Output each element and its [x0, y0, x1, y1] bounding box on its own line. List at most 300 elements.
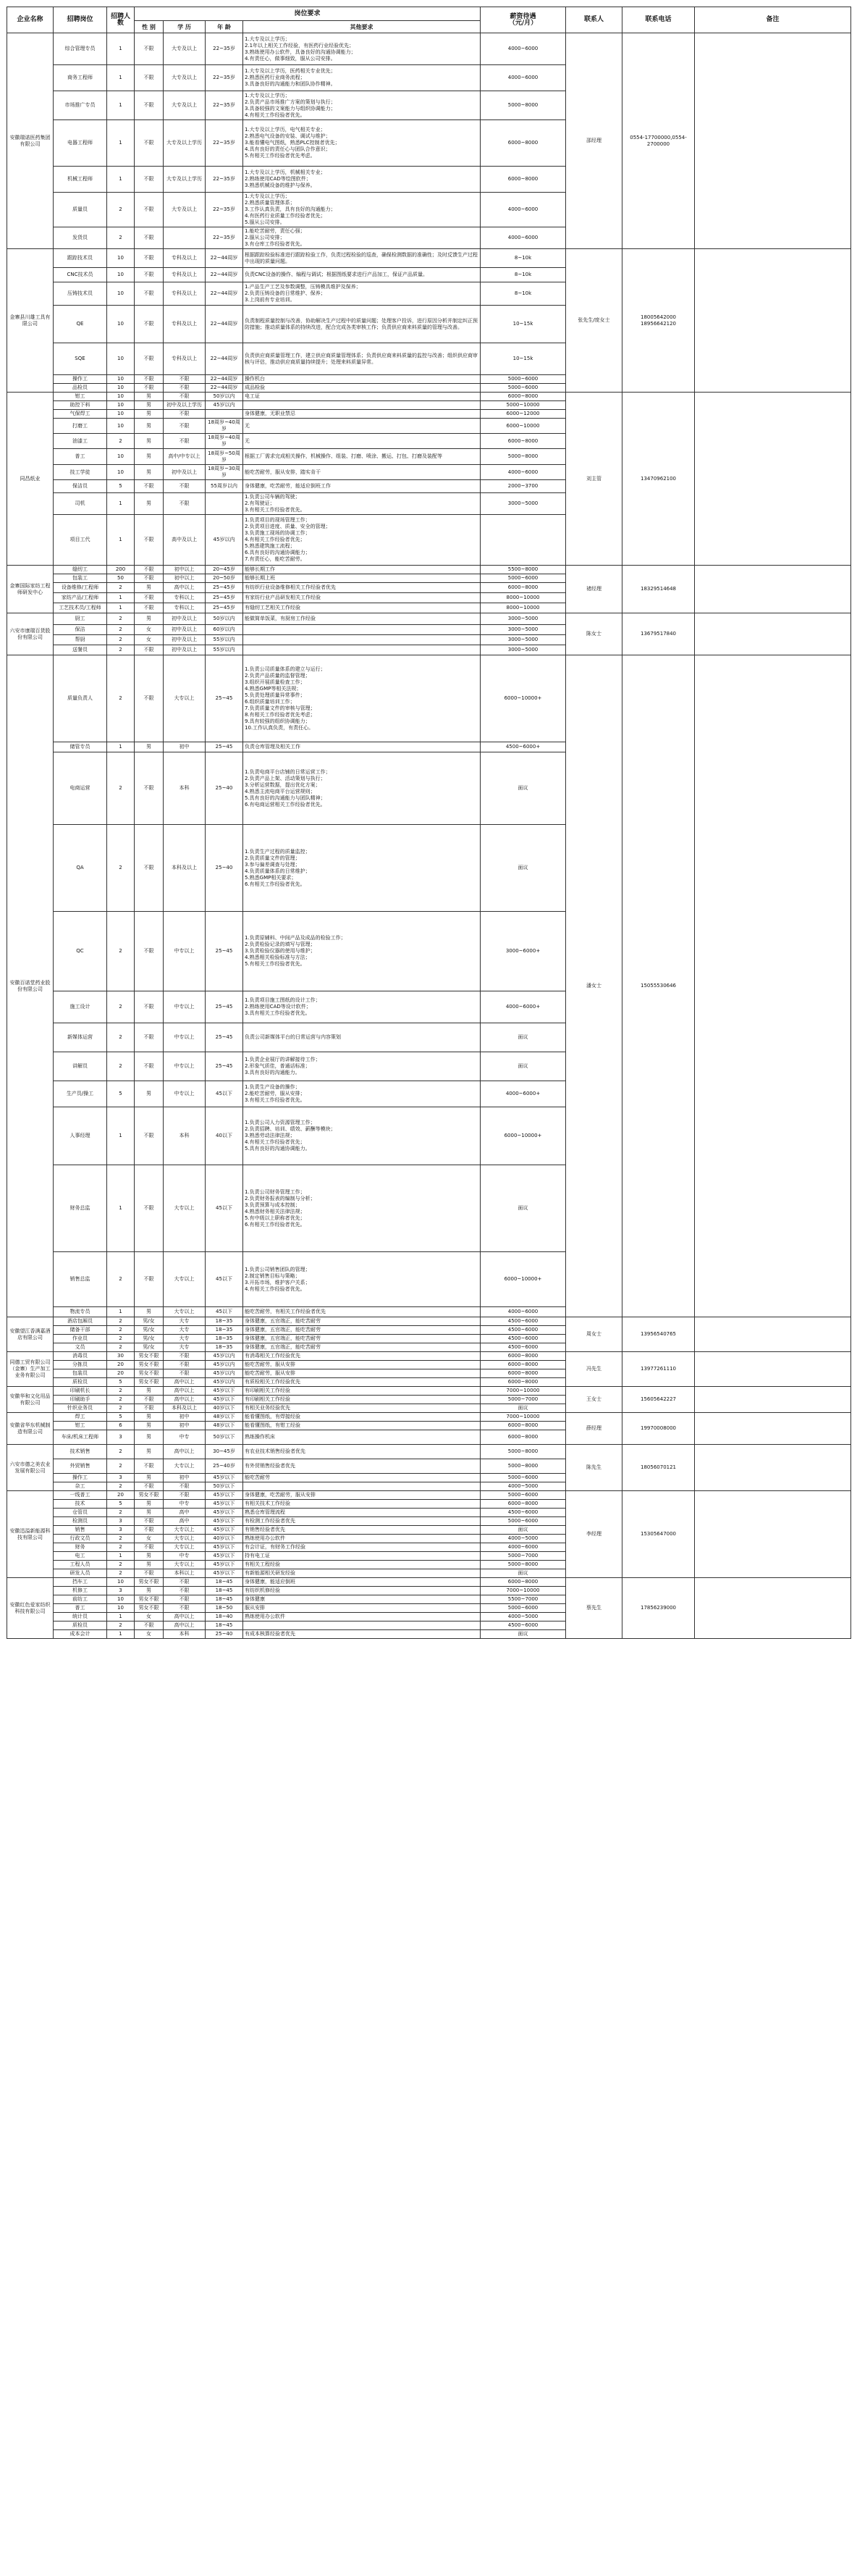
count-cell: 1	[107, 120, 135, 167]
age-cell: 25~45	[206, 742, 243, 752]
gender-cell: 女	[135, 635, 164, 645]
age-cell: 22~35岁	[206, 65, 243, 91]
position-cell: 讲解员	[54, 1052, 107, 1081]
gender-cell: 女	[135, 1630, 164, 1639]
salary-cell: 4000~6000	[481, 193, 566, 227]
other-req-cell	[243, 1621, 481, 1630]
count-cell: 1	[107, 65, 135, 91]
gender-cell: 不限	[135, 282, 164, 306]
note-cell	[695, 33, 851, 249]
count-cell: 1	[107, 603, 135, 613]
position-cell: 仓管员	[54, 1509, 107, 1517]
salary-cell: 8000~10000	[481, 593, 566, 603]
education-cell: 大专以上	[164, 1165, 206, 1252]
education-cell: 大专及以上	[164, 193, 206, 227]
salary-cell: 10~15k	[481, 343, 566, 375]
position-cell: 保洁员	[54, 480, 107, 493]
salary-cell: 5000~7000	[481, 1396, 566, 1404]
count-cell: 30	[107, 1352, 135, 1361]
gender-cell: 不限	[135, 1404, 164, 1413]
count-cell: 1	[107, 515, 135, 566]
gender-cell: 男女不限	[135, 1369, 164, 1378]
education-cell: 本科以上	[164, 1569, 206, 1578]
position-cell: 助控下料	[54, 401, 107, 410]
other-req-cell: 身体健康，无职业禁忌	[243, 410, 481, 419]
gender-cell: 不限	[135, 167, 164, 193]
contact-cell: 冯先生	[566, 1352, 622, 1387]
salary-cell: 3000~5000	[481, 493, 566, 515]
position-cell: 研发人员	[54, 1569, 107, 1578]
gender-cell: 男	[135, 1430, 164, 1445]
education-cell: 初中及以上	[164, 635, 206, 645]
gender-cell: 不限	[135, 566, 164, 574]
salary-cell: 4000~6000	[481, 65, 566, 91]
salary-cell: 6000~8000	[481, 120, 566, 167]
salary-cell: 3000~5000	[481, 613, 566, 625]
other-req-cell: 能吃苦耐劳，服从安排，踏实肯干	[243, 465, 481, 480]
company-name-cell: 金寨国际家纺工程师研发中心	[7, 566, 54, 613]
gender-cell: 不限	[135, 227, 164, 249]
education-cell: 高中以上	[164, 1621, 206, 1630]
position-cell: 压铸技术员	[54, 282, 107, 306]
gender-cell: 不限	[135, 1482, 164, 1491]
phone-cell: 18005642000 18956642120	[622, 249, 695, 393]
phone-cell: 13956540765	[622, 1317, 695, 1352]
other-req-cell: 负责制程质量控制与改善，协助解决生产过程中的质量问题；处理客户投诉，进行原因分析并制定纠正预防措施；推动质量体系的持续改进，配合完成各类审核工作；负责供应商来料质量的管理与改善。	[243, 306, 481, 343]
count-cell: 10	[107, 419, 135, 434]
gender-cell: 不限	[135, 343, 164, 375]
education-cell: 中专	[164, 1430, 206, 1445]
education-cell: 大专	[164, 1326, 206, 1335]
other-req-cell: 有检测工作经验者优先	[243, 1517, 481, 1526]
education-cell: 本科	[164, 752, 206, 825]
age-cell: 40以下	[206, 1107, 243, 1165]
gender-cell: 不限	[135, 1459, 164, 1474]
position-cell: 分拣员	[54, 1361, 107, 1369]
note-cell	[695, 655, 851, 1317]
salary-cell: 4000~6000	[481, 1543, 566, 1552]
other-req-cell: 有成本核算经验者优先	[243, 1630, 481, 1639]
education-cell: 不限	[164, 384, 206, 393]
education-cell: 大专以上	[164, 1252, 206, 1307]
education-cell: 专科及以上	[164, 249, 206, 268]
age-cell: 18~45	[206, 1595, 243, 1604]
position-cell: 综合管理专员	[54, 33, 107, 65]
salary-cell: 5000~10000	[481, 401, 566, 410]
other-req-cell: 有相关业务经验优先	[243, 1404, 481, 1413]
other-req-cell: 1.大专及以上学历； 2.负责产品市场推广方案的策划与执行； 3.具备较强的文案能力与组织协调能力； 4.有相关工作经验者优先。	[243, 91, 481, 120]
gender-cell: 男	[135, 393, 164, 401]
age-cell: 45岁以下	[206, 1396, 243, 1404]
age-cell: 45岁以内	[206, 1361, 243, 1369]
age-cell: 22~44周岁	[206, 306, 243, 343]
age-cell: 55岁以内	[206, 635, 243, 645]
education-cell: 高中以上	[164, 1396, 206, 1404]
age-cell: 22~35岁	[206, 120, 243, 167]
count-cell: 5	[107, 1378, 135, 1387]
gender-cell: 不限	[135, 1023, 164, 1052]
note-cell	[695, 1317, 851, 1352]
position-cell: 酒店包厢员	[54, 1317, 107, 1326]
education-cell: 初中及以上学历	[164, 401, 206, 410]
contact-cell: 褚经理	[566, 566, 622, 613]
age-cell: 22~44周岁	[206, 384, 243, 393]
count-cell: 5	[107, 480, 135, 493]
age-cell: 25~45	[206, 991, 243, 1023]
count-cell: 10	[107, 401, 135, 410]
position-cell: 电器工程师	[54, 120, 107, 167]
salary-cell: 6000~8000	[481, 583, 566, 593]
position-cell: 操作工	[54, 1474, 107, 1482]
position-cell: 一线普工	[54, 1491, 107, 1500]
gender-cell: 不限	[135, 1165, 164, 1252]
age-cell: 18~50	[206, 1604, 243, 1613]
salary-cell: 6000~10000+	[481, 1107, 566, 1165]
age-cell: 25~40	[206, 752, 243, 825]
salary-cell: 面议	[481, 1630, 566, 1639]
age-cell: 48岁以下	[206, 1413, 243, 1422]
age-cell: 22~44周岁	[206, 249, 243, 268]
salary-cell: 3000~5000	[481, 635, 566, 645]
gender-cell: 男	[135, 1561, 164, 1569]
age-cell: 22~35岁	[206, 167, 243, 193]
education-cell: 大专以上	[164, 1561, 206, 1569]
education-cell: 大专及以上学历	[164, 167, 206, 193]
other-req-cell: 1.产品生产工艺及参数调整，压铸模具维护及保养； 2.负责压铸设备的日常维护、保养； 3.上岗前有专业培训。	[243, 282, 481, 306]
position-cell: 帮厨	[54, 635, 107, 645]
other-req-cell: 1.大专及以上学历，医药相关专业优先； 2.熟悉医药行业商务流程； 3.具备良好的沟通能力和团队协作精神。	[243, 65, 481, 91]
position-cell: 电工	[54, 1552, 107, 1561]
gender-cell: 男	[135, 1413, 164, 1422]
gender-cell: 不限	[135, 593, 164, 603]
note-cell	[695, 1413, 851, 1445]
other-req-cell: 1.负责公司财务管理工作； 2.负责财务报表的编制与分析； 3.负责预算与成本控制； 4.熟悉财务相关法律法规； 5.有中级以上职称者优先； 6.有相关工作经验者优先。	[243, 1165, 481, 1252]
salary-cell: 6000~10000+	[481, 655, 566, 742]
position-cell: 焊工	[54, 1413, 107, 1422]
gender-cell: 不限	[135, 1569, 164, 1578]
other-req-cell: 身体健康，吃苦耐劳，服从安排	[243, 1491, 481, 1500]
gender-cell: 男女不限	[135, 1578, 164, 1587]
education-cell: 不限	[164, 1361, 206, 1369]
age-cell: 22~44周岁	[206, 268, 243, 282]
position-cell: 工程人员	[54, 1561, 107, 1569]
count-cell: 2	[107, 1509, 135, 1517]
education-cell: 高中/中专以上	[164, 449, 206, 465]
count-cell: 1	[107, 1630, 135, 1639]
position-cell: 成本会计	[54, 1630, 107, 1639]
education-cell: 初中及以上	[164, 625, 206, 635]
position-cell: 销售总监	[54, 1252, 107, 1307]
age-cell: 45岁以内	[206, 515, 243, 566]
count-cell: 2	[107, 991, 135, 1023]
age-cell: 45岁以内	[206, 1352, 243, 1361]
gender-cell: 男/女	[135, 1317, 164, 1326]
position-cell: 新媒体运营	[54, 1023, 107, 1052]
position-cell: QE	[54, 306, 107, 343]
count-cell: 10	[107, 375, 135, 384]
education-cell: 大专及以上	[164, 91, 206, 120]
age-cell: 22~35岁	[206, 91, 243, 120]
education-cell: 高中以上	[164, 1613, 206, 1621]
gender-cell: 不限	[135, 249, 164, 268]
salary-cell: 6000~8000	[481, 1500, 566, 1509]
count-cell: 2	[107, 1535, 135, 1543]
other-req-cell: 熟练使用办公软件	[243, 1535, 481, 1543]
salary-cell: 4000~6000+	[481, 1081, 566, 1107]
salary-cell: 5000~6000	[481, 1491, 566, 1500]
education-cell: 大专以上	[164, 1459, 206, 1474]
gender-cell: 不限	[135, 120, 164, 167]
note-cell	[695, 393, 851, 566]
gender-cell: 不限	[135, 1107, 164, 1165]
recruitment-table	[7, 7, 851, 1639]
education-cell: 专科及以上	[164, 268, 206, 282]
count-cell: 2	[107, 1023, 135, 1052]
count-cell: 2	[107, 1621, 135, 1630]
count-cell: 1	[107, 493, 135, 515]
other-req-cell: 1.负责项目施工图纸的设计工作； 2.熟练使用CAD等设计软件； 3.具有相关工作经验者优先。	[243, 991, 481, 1023]
gender-cell: 不限	[135, 825, 164, 912]
other-req-cell: 有新能源相关研发经验	[243, 1569, 481, 1578]
age-cell: 45岁以下	[206, 1552, 243, 1561]
other-req-cell: 身体健康，五官端正，能吃苦耐劳	[243, 1326, 481, 1335]
age-cell: 18~35	[206, 1317, 243, 1326]
position-cell: 送餐员	[54, 645, 107, 655]
count-cell: 1	[107, 593, 135, 603]
other-req-cell: 能够长期上班	[243, 574, 481, 583]
salary-cell: 7000~10000	[481, 1587, 566, 1595]
position-cell: 生产员/操工	[54, 1081, 107, 1107]
contact-cell: 张先生/庞女士	[566, 249, 622, 393]
education-cell: 本科	[164, 1630, 206, 1639]
age-cell: 45岁以下	[206, 1561, 243, 1569]
count-cell: 2	[107, 625, 135, 635]
position-cell: 气保焊工	[54, 410, 107, 419]
phone-cell: 19970008000	[622, 1413, 695, 1445]
other-req-cell: 有消毒相关工作经验优先	[243, 1352, 481, 1361]
position-cell: 普工	[54, 449, 107, 465]
other-req-cell: 熟练使用办公软件	[243, 1613, 481, 1621]
count-cell: 2	[107, 1404, 135, 1413]
salary-cell: 6000~10000	[481, 419, 566, 434]
phone-cell: 13977261110	[622, 1352, 695, 1387]
education-cell: 大专以上	[164, 1307, 206, 1317]
position-cell: 作业员	[54, 1335, 107, 1343]
other-req-cell: 身体健康	[243, 1595, 481, 1604]
age-cell: 18~45	[206, 1587, 243, 1595]
position-cell: 商务工程师	[54, 65, 107, 91]
gender-cell: 男	[135, 419, 164, 434]
age-cell: 60岁以内	[206, 625, 243, 635]
gender-cell: 男	[135, 401, 164, 410]
count-cell: 2	[107, 434, 135, 449]
table-row	[7, 1387, 851, 1396]
contact-cell: 李经理	[566, 1491, 622, 1578]
gender-cell: 男女不限	[135, 1595, 164, 1604]
other-req-cell: 有纺织行业设备维修相关工作经验者优先	[243, 583, 481, 593]
other-req-cell: 能吃苦耐劳，服从安排	[243, 1369, 481, 1378]
count-cell: 1	[107, 1552, 135, 1561]
table-body	[7, 33, 851, 1639]
other-req-cell: 能看懂图纸，有焊接经验	[243, 1413, 481, 1422]
other-req-cell: 1.大专及以上学历，电气相关专业； 2.熟悉电气设备的安装、调试与维护； 3.能看懂电气图纸，熟悉PLC控制者优先； 4.具有良好的责任心与团队合作意识； 5.有相关工作经验者优先考虑。	[243, 120, 481, 167]
age-cell: 45岁以下	[206, 1569, 243, 1578]
age-cell: 25~40岁	[206, 1459, 243, 1474]
education-cell: 初中及以上	[164, 613, 206, 625]
gender-cell: 女	[135, 1613, 164, 1621]
age-cell: 55岁以内	[206, 645, 243, 655]
count-cell: 1	[107, 1307, 135, 1317]
position-cell: 针织业务员	[54, 1404, 107, 1413]
position-cell: 油漆工	[54, 434, 107, 449]
other-req-cell: 能吃苦耐劳	[243, 1474, 481, 1482]
salary-cell: 6000~8000	[481, 1352, 566, 1361]
header-note: 备注	[695, 7, 851, 33]
gender-cell: 男	[135, 493, 164, 515]
header-age: 年 龄	[206, 21, 243, 33]
count-cell: 10	[107, 384, 135, 393]
salary-cell: 8~10k	[481, 268, 566, 282]
salary-cell: 6000~8000	[481, 1422, 566, 1430]
count-cell: 2	[107, 1396, 135, 1404]
gender-cell: 男	[135, 1307, 164, 1317]
gender-cell: 不限	[135, 65, 164, 91]
phone-cell: 13470962100	[622, 393, 695, 566]
other-req-cell: 1.能吃苦耐劳，责任心强； 2.服从公司安排； 3.有仓库工作经验者优先。	[243, 227, 481, 249]
count-cell: 5	[107, 1413, 135, 1422]
salary-cell: 面议	[481, 825, 566, 912]
other-req-cell	[243, 635, 481, 645]
gender-cell: 男	[135, 1552, 164, 1561]
salary-cell: 4000~5000	[481, 1535, 566, 1543]
education-cell: 中专	[164, 1500, 206, 1509]
position-cell: 普工	[54, 1604, 107, 1613]
phone-cell: 17856239000	[622, 1578, 695, 1639]
education-cell: 中专	[164, 1552, 206, 1561]
gender-cell: 女	[135, 1535, 164, 1543]
count-cell: 2	[107, 613, 135, 625]
age-cell: 45岁以下	[206, 1509, 243, 1517]
gender-cell: 不限	[135, 1252, 164, 1307]
other-req-cell: 负责供应商质量管理工作，建立供应商质量管理体系；负责供应商来料质量的监控与改善；组织供应商审核与评估，推动供应商质量持续提升；处理来料质量异常。	[243, 343, 481, 375]
age-cell	[206, 493, 243, 515]
education-cell: 初中	[164, 742, 206, 752]
position-cell: 操作工	[54, 375, 107, 384]
gender-cell: 男	[135, 1081, 164, 1107]
gender-cell: 不限	[135, 33, 164, 65]
salary-cell: 3000~6000+	[481, 912, 566, 991]
position-cell: 技术销售	[54, 1445, 107, 1459]
education-cell: 不限	[164, 1578, 206, 1587]
gender-cell: 男/女	[135, 1335, 164, 1343]
position-cell: 储备干部	[54, 1326, 107, 1335]
count-cell: 200	[107, 566, 135, 574]
header-education: 学 历	[164, 21, 206, 33]
age-cell: 18~45	[206, 1578, 243, 1587]
salary-cell: 面议	[481, 1052, 566, 1081]
contact-cell: 邵经理	[566, 33, 622, 249]
salary-cell: 7000~10000	[481, 1413, 566, 1422]
salary-cell: 5500~7000	[481, 1595, 566, 1604]
phone-cell: 18056070121	[622, 1445, 695, 1491]
other-req-cell: 1.负责企业展厅的讲解接待工作； 2.形象气质佳，普通话标准； 3.具有良好的沟通能力。	[243, 1052, 481, 1081]
other-req-cell: 能做简单饭菜，有厨房工作经验	[243, 613, 481, 625]
education-cell: 初中及以上	[164, 645, 206, 655]
age-cell: 18周岁~40周岁	[206, 434, 243, 449]
contact-cell: 周女士	[566, 1317, 622, 1352]
salary-cell: 5000~8000	[481, 1445, 566, 1459]
count-cell: 2	[107, 645, 135, 655]
position-cell: 发货员	[54, 227, 107, 249]
age-cell: 18周岁~40周岁	[206, 419, 243, 434]
other-req-cell: 有会计证，有财务工作经验	[243, 1543, 481, 1552]
header-position: 招聘岗位	[54, 7, 107, 33]
position-cell: SQE	[54, 343, 107, 375]
gender-cell: 男	[135, 1587, 164, 1595]
position-cell: 品检员	[54, 384, 107, 393]
age-cell: 45岁以下	[206, 1517, 243, 1526]
age-cell: 45岁以下	[206, 1543, 243, 1552]
position-cell: 财务	[54, 1543, 107, 1552]
position-cell: 外贸销售	[54, 1459, 107, 1474]
company-name-cell: 同德工贸有限公司（金寨）生产加工业务有限公司	[7, 1352, 54, 1387]
age-cell: 50岁以下	[206, 1430, 243, 1445]
salary-cell: 4500~6000	[481, 1509, 566, 1517]
note-cell	[695, 1352, 851, 1387]
gender-cell: 男/女	[135, 1343, 164, 1352]
other-req-cell: 操作机台	[243, 375, 481, 384]
table-row	[7, 655, 851, 742]
company-name-cell: 六安市康瑞百货股份有限公司	[7, 613, 54, 655]
salary-cell: 面议	[481, 1526, 566, 1535]
company-name-cell: 金寨县川雄工具有限公司	[7, 249, 54, 393]
age-cell: 55周岁以内	[206, 480, 243, 493]
age-cell: 25~45	[206, 1023, 243, 1052]
table-row	[7, 566, 851, 574]
table-row	[7, 1352, 851, 1361]
other-req-cell: 1.负责电商平台店铺的日常运营工作； 2.负责产品上架、活动策划与执行； 3.分析运营数据，提出优化方案； 4.熟悉主流电商平台运营规则； 5.具有良好的沟通能力与团队精神； 6.有电商运营相关工作经验者优先。	[243, 752, 481, 825]
position-cell: 质检员	[54, 1621, 107, 1630]
header-row-1	[7, 7, 851, 21]
salary-cell: 6000~12000	[481, 410, 566, 419]
count-cell: 2	[107, 1482, 135, 1491]
count-cell: 1	[107, 1613, 135, 1621]
gender-cell: 不限	[135, 1517, 164, 1526]
position-cell: 检测员	[54, 1517, 107, 1526]
position-cell: 物流专员	[54, 1307, 107, 1317]
count-cell: 2	[107, 193, 135, 227]
education-cell: 大专以上	[164, 1543, 206, 1552]
gender-cell: 不限	[135, 1396, 164, 1404]
other-req-cell	[243, 1482, 481, 1491]
count-cell: 1	[107, 33, 135, 65]
position-cell: 缝纫工	[54, 566, 107, 574]
other-req-cell	[243, 401, 481, 410]
count-cell: 2	[107, 1459, 135, 1474]
salary-cell: 5000~8000	[481, 91, 566, 120]
salary-cell: 面议	[481, 1569, 566, 1578]
other-req-cell: 有印刷相关工作经验	[243, 1396, 481, 1404]
position-cell: 人事经理	[54, 1107, 107, 1165]
count-cell: 2	[107, 1317, 135, 1326]
gender-cell: 男	[135, 1445, 164, 1459]
other-req-cell: 无	[243, 419, 481, 434]
note-cell	[695, 566, 851, 613]
education-cell	[164, 227, 206, 249]
other-req-cell: 熟练操作机床	[243, 1430, 481, 1445]
education-cell: 初中	[164, 1422, 206, 1430]
age-cell: 45岁以内	[206, 1369, 243, 1378]
